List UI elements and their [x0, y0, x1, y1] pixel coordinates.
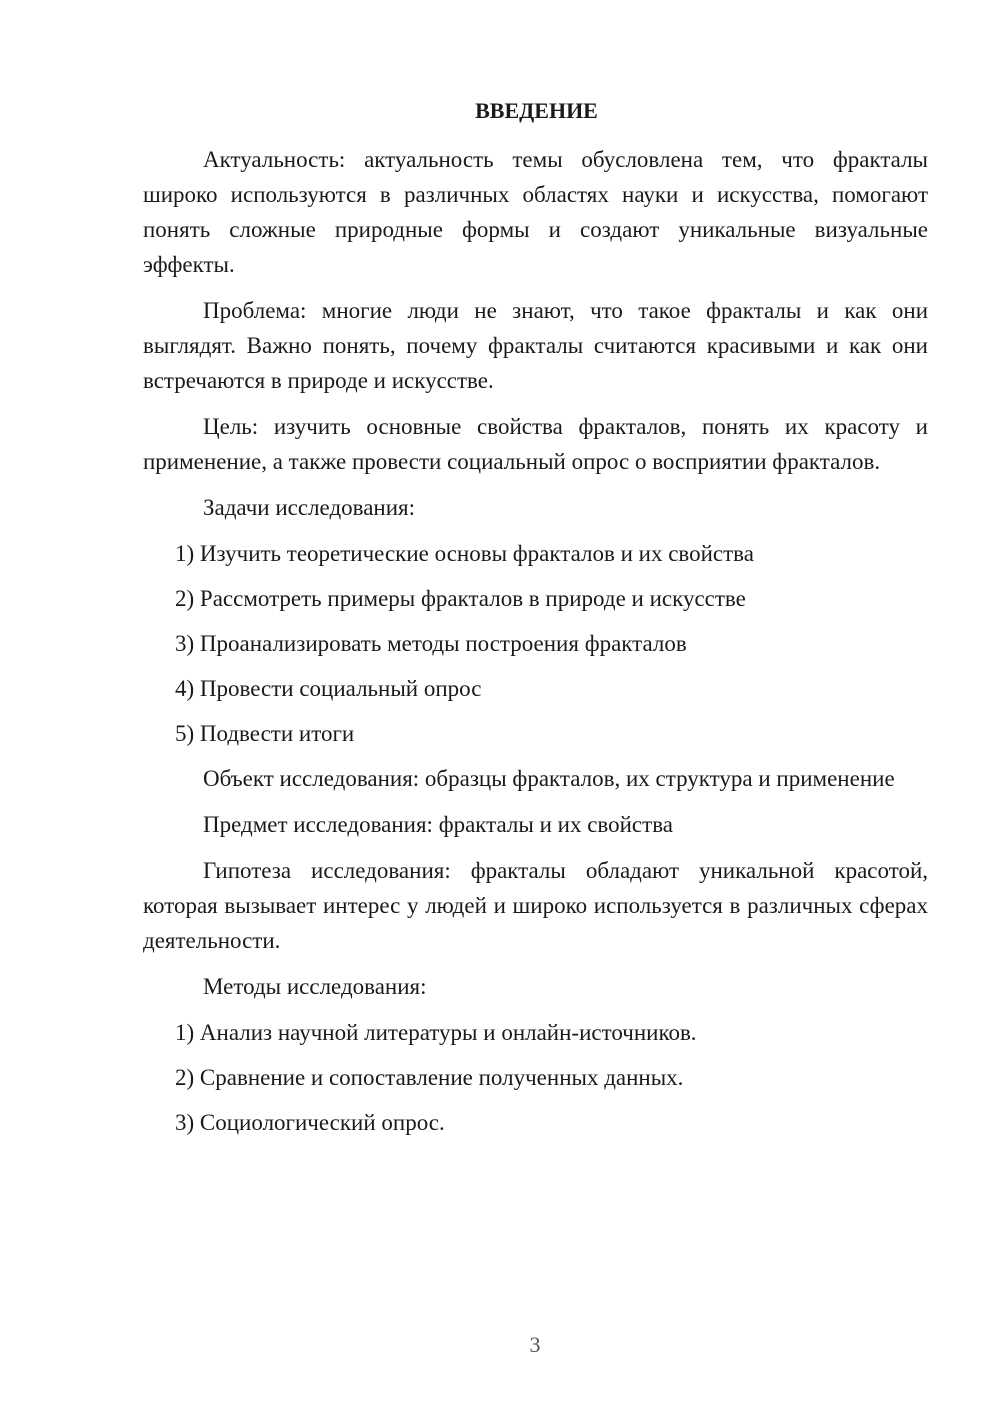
- subject-paragraph: Предмет исследования: фракталы и их свойства: [203, 812, 673, 837]
- problem-paragraph: Проблема: многие люди не знают, что такое фракталы и как они выглядят. Важно понять, почему фракталы считаются красивыми и как они встречаются в природе и искусстве.: [143, 298, 928, 393]
- method-item: 3) Социологический опрос.: [175, 1110, 445, 1135]
- task-item: 3) Проанализировать методы построения фракталов: [175, 631, 687, 656]
- methods-list: [143, 1015, 928, 1140]
- task-item: 2) Рассмотреть примеры фракталов в природе и искусстве: [175, 586, 746, 611]
- object-paragraph: Объект исследования: образцы фракталов, их структура и применение: [203, 766, 895, 791]
- methods-heading: Методы исследования:: [203, 974, 427, 999]
- task-item: 1) Изучить теоретические основы фракталов и их свойства: [175, 541, 754, 566]
- tasks-list: [143, 536, 928, 751]
- method-item: 2) Сравнение и сопоставление полученных данных.: [175, 1065, 684, 1090]
- goal-paragraph: Цель: изучить основные свойства фракталов, понять их красоту и применение, а также провести социальный опрос о восприятии фракталов.: [143, 414, 928, 474]
- page-number: 3: [529, 1332, 541, 1357]
- page-title: ВВЕДЕНИЕ: [475, 98, 598, 123]
- hypothesis-paragraph: Гипотеза исследования: фракталы обладают уникальной красотой, которая вызывает интерес у людей и широко используется в различных сферах деятельности.: [143, 858, 928, 953]
- method-item: 1) Анализ научной литературы и онлайн-источников.: [175, 1020, 697, 1045]
- document-body: [143, 96, 928, 1150]
- tasks-heading: Задачи исследования:: [203, 495, 416, 520]
- task-item: 5) Подвести итоги: [175, 721, 355, 746]
- task-item: 4) Провести социальный опрос: [175, 676, 482, 701]
- relevance-paragraph: Актуальность: актуальность темы обусловлена тем, что фракталы широко используются в различных областях науки и искусства, помогают понять сложные природные формы и создают уникальные визуальные эффекты.: [143, 147, 928, 277]
